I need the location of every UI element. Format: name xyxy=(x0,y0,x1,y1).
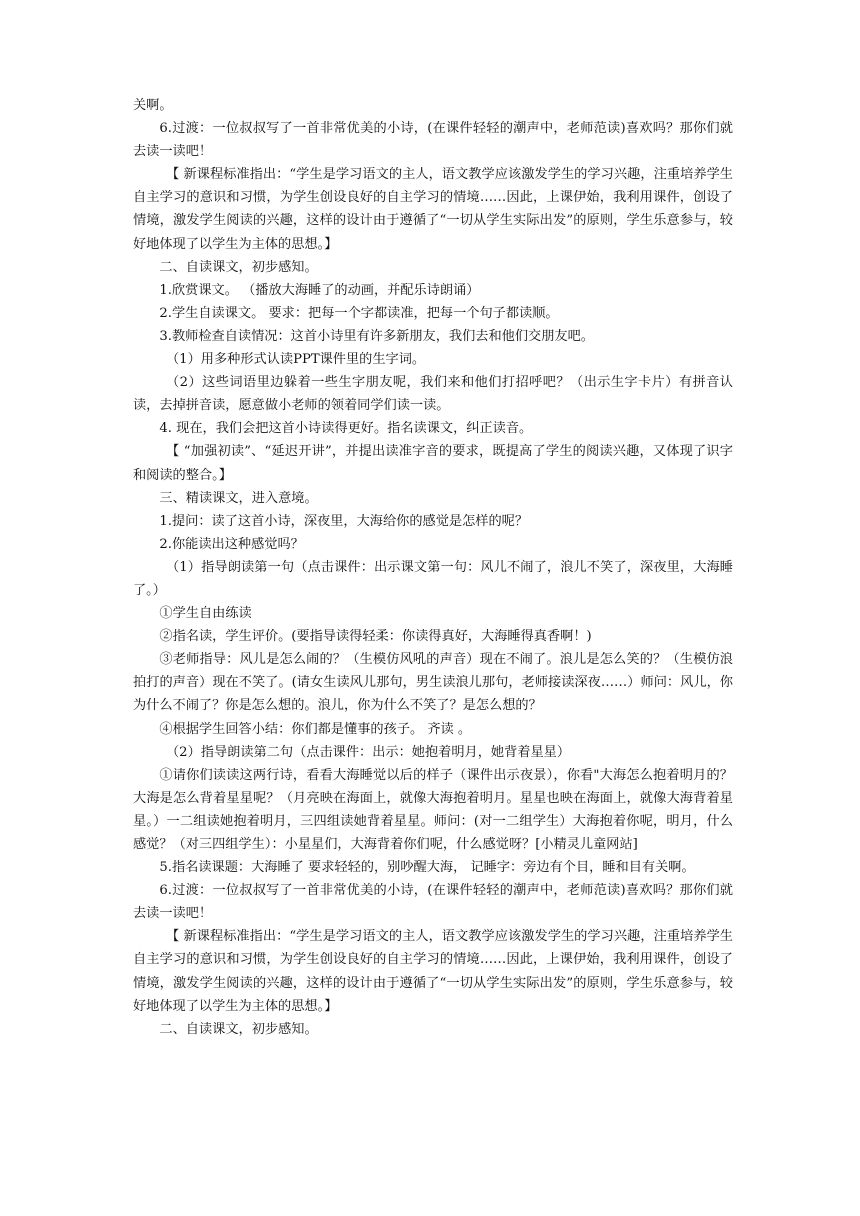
list-item: ①学生自由练读 xyxy=(159,606,252,622)
list-item: 3.教师检查自读情况：这首小诗里有许多新朋友，我们去和他们交朋友吧。 xyxy=(159,328,594,344)
paragraph-commentary: 【 “加强初读”、“延迟开讲”，并提出读准字音的要求，既提高了学生的阅读兴趣，又体现了识字和阅读的整合。】 xyxy=(133,444,733,483)
paragraph-commentary: 【 新课程标准指出：“学生是学习语文的主人，语文教学应该激发学生的学习兴趣，注重培养学生自主学习的意识和习惯，为学生创设良好的自主学习的情境……因此，上课伊始，我利用课件，创设了情境，激发学生阅读的兴趣，这样的设计由于遵循了“一切从学生实际出发”的原则，学生乐意参与，较好地体现了以学生为主体的思想。】 xyxy=(133,167,733,252)
paragraph-transition: 6.过渡：一位叔叔写了一首非常优美的小诗，(在课件轻轻的潮声中，老师范读)喜欢吗？那你们就去读一读吧！ xyxy=(133,883,733,922)
list-item: （1）指导朗读第一句（点击课件：出示课文第一句：风儿不闹了，浪儿不笑了，深夜里，大海睡了。） xyxy=(133,559,733,598)
list-item: （1）用多种形式认读PPT课件里的生字词。 xyxy=(166,352,426,368)
section-heading: 二、自读课文，初步感知。 xyxy=(159,1021,318,1037)
paragraph-continuation: 关啊。 xyxy=(133,98,173,113)
list-item: 4. 现在，我们会把这首小诗读得更好。指名读课文，纠正读音。 xyxy=(159,421,533,437)
list-item: 2.你能读出这种感觉吗？ xyxy=(159,536,304,552)
section-heading: 三、精读课文，进入意境。 xyxy=(159,490,318,506)
list-item: （2）这些词语里边躲着一些生字朋友呢，我们来和他们打招呼吧？（出示生字卡片）有拼音认读，去掉拼音读，愿意做小老师的领着同学们读一读。 xyxy=(133,375,733,414)
list-item: ④根据学生回答小结：你们都是懂事的孩子。 齐读 。 xyxy=(159,721,472,737)
list-item: 2.学生自读课文。 要求：把每一个字都读准，把每一个句子都读顺。 xyxy=(159,305,559,321)
list-item: ②指名读，学生评价。(要指导读得轻柔：你读得真好，大海睡得真香啊！) xyxy=(159,629,592,645)
paragraph-commentary: 【 新课程标准指出：“学生是学习语文的主人，语文教学应该激发学生的学习兴趣，注重培养学生自主学习的意识和习惯，为学生创设良好的自主学习的情境……因此，上课伊始，我利用课件，创设了情境，激发学生阅读的兴趣，这样的设计由于遵循了“一切从学生实际出发”的原则，学生乐意参与，较好地体现了以学生为主体的思想。】 xyxy=(133,929,733,1014)
document-page xyxy=(133,94,733,1041)
list-item: 1.提问：读了这首小诗，深夜里，大海给你的感觉是怎样的呢？ xyxy=(159,513,529,529)
list-item: （2）指导朗读第二句（点击课件：出示：她抱着明月，她背着星星） xyxy=(166,744,571,760)
list-item: ①请你们读读这两行诗，看看大海睡觉以后的样子（课件出示夜景），你看"大海怎么抱着明月的？大海是怎么背着星星呢？（月亮映在海面上，就像大海抱着明月。星星也映在海面上，就像大海背着星星。）一二组读她抱着明月，三四组读她背着星星。师问：(对一二组学生）大海抱着你呢，明月，什么感觉？（对三四组学生）：小星星们，大海背着你们呢，什么感觉呀？[小精灵儿童网站] xyxy=(133,767,733,852)
list-item: 5.指名读课题：大海睡了 要求轻轻的，别吵醒大海， 记睡字：旁边有个目，睡和目有关啊。 xyxy=(159,860,695,876)
list-item: 1.欣赏课文。 （播放大海睡了的动画，并配乐诗朗诵） xyxy=(159,282,480,298)
paragraph-transition: 6.过渡：一位叔叔写了一首非常优美的小诗，(在课件轻轻的潮声中，老师范读)喜欢吗？那你们就去读一读吧！ xyxy=(133,121,733,160)
list-item: ③老师指导：风儿是怎么闹的？（生模仿风吼的声音）现在不闹了。浪儿是怎么笑的？（生模仿浪拍打的声音）现在不笑了。(请女生读风儿那句，男生读浪儿那句，老师接读深夜……）师问：风儿，你为什么不闹了？你是怎么想的。浪儿，你为什么不笑了？是怎么想的？ xyxy=(133,652,733,714)
section-heading: 二、自读课文，初步感知。 xyxy=(159,259,318,275)
